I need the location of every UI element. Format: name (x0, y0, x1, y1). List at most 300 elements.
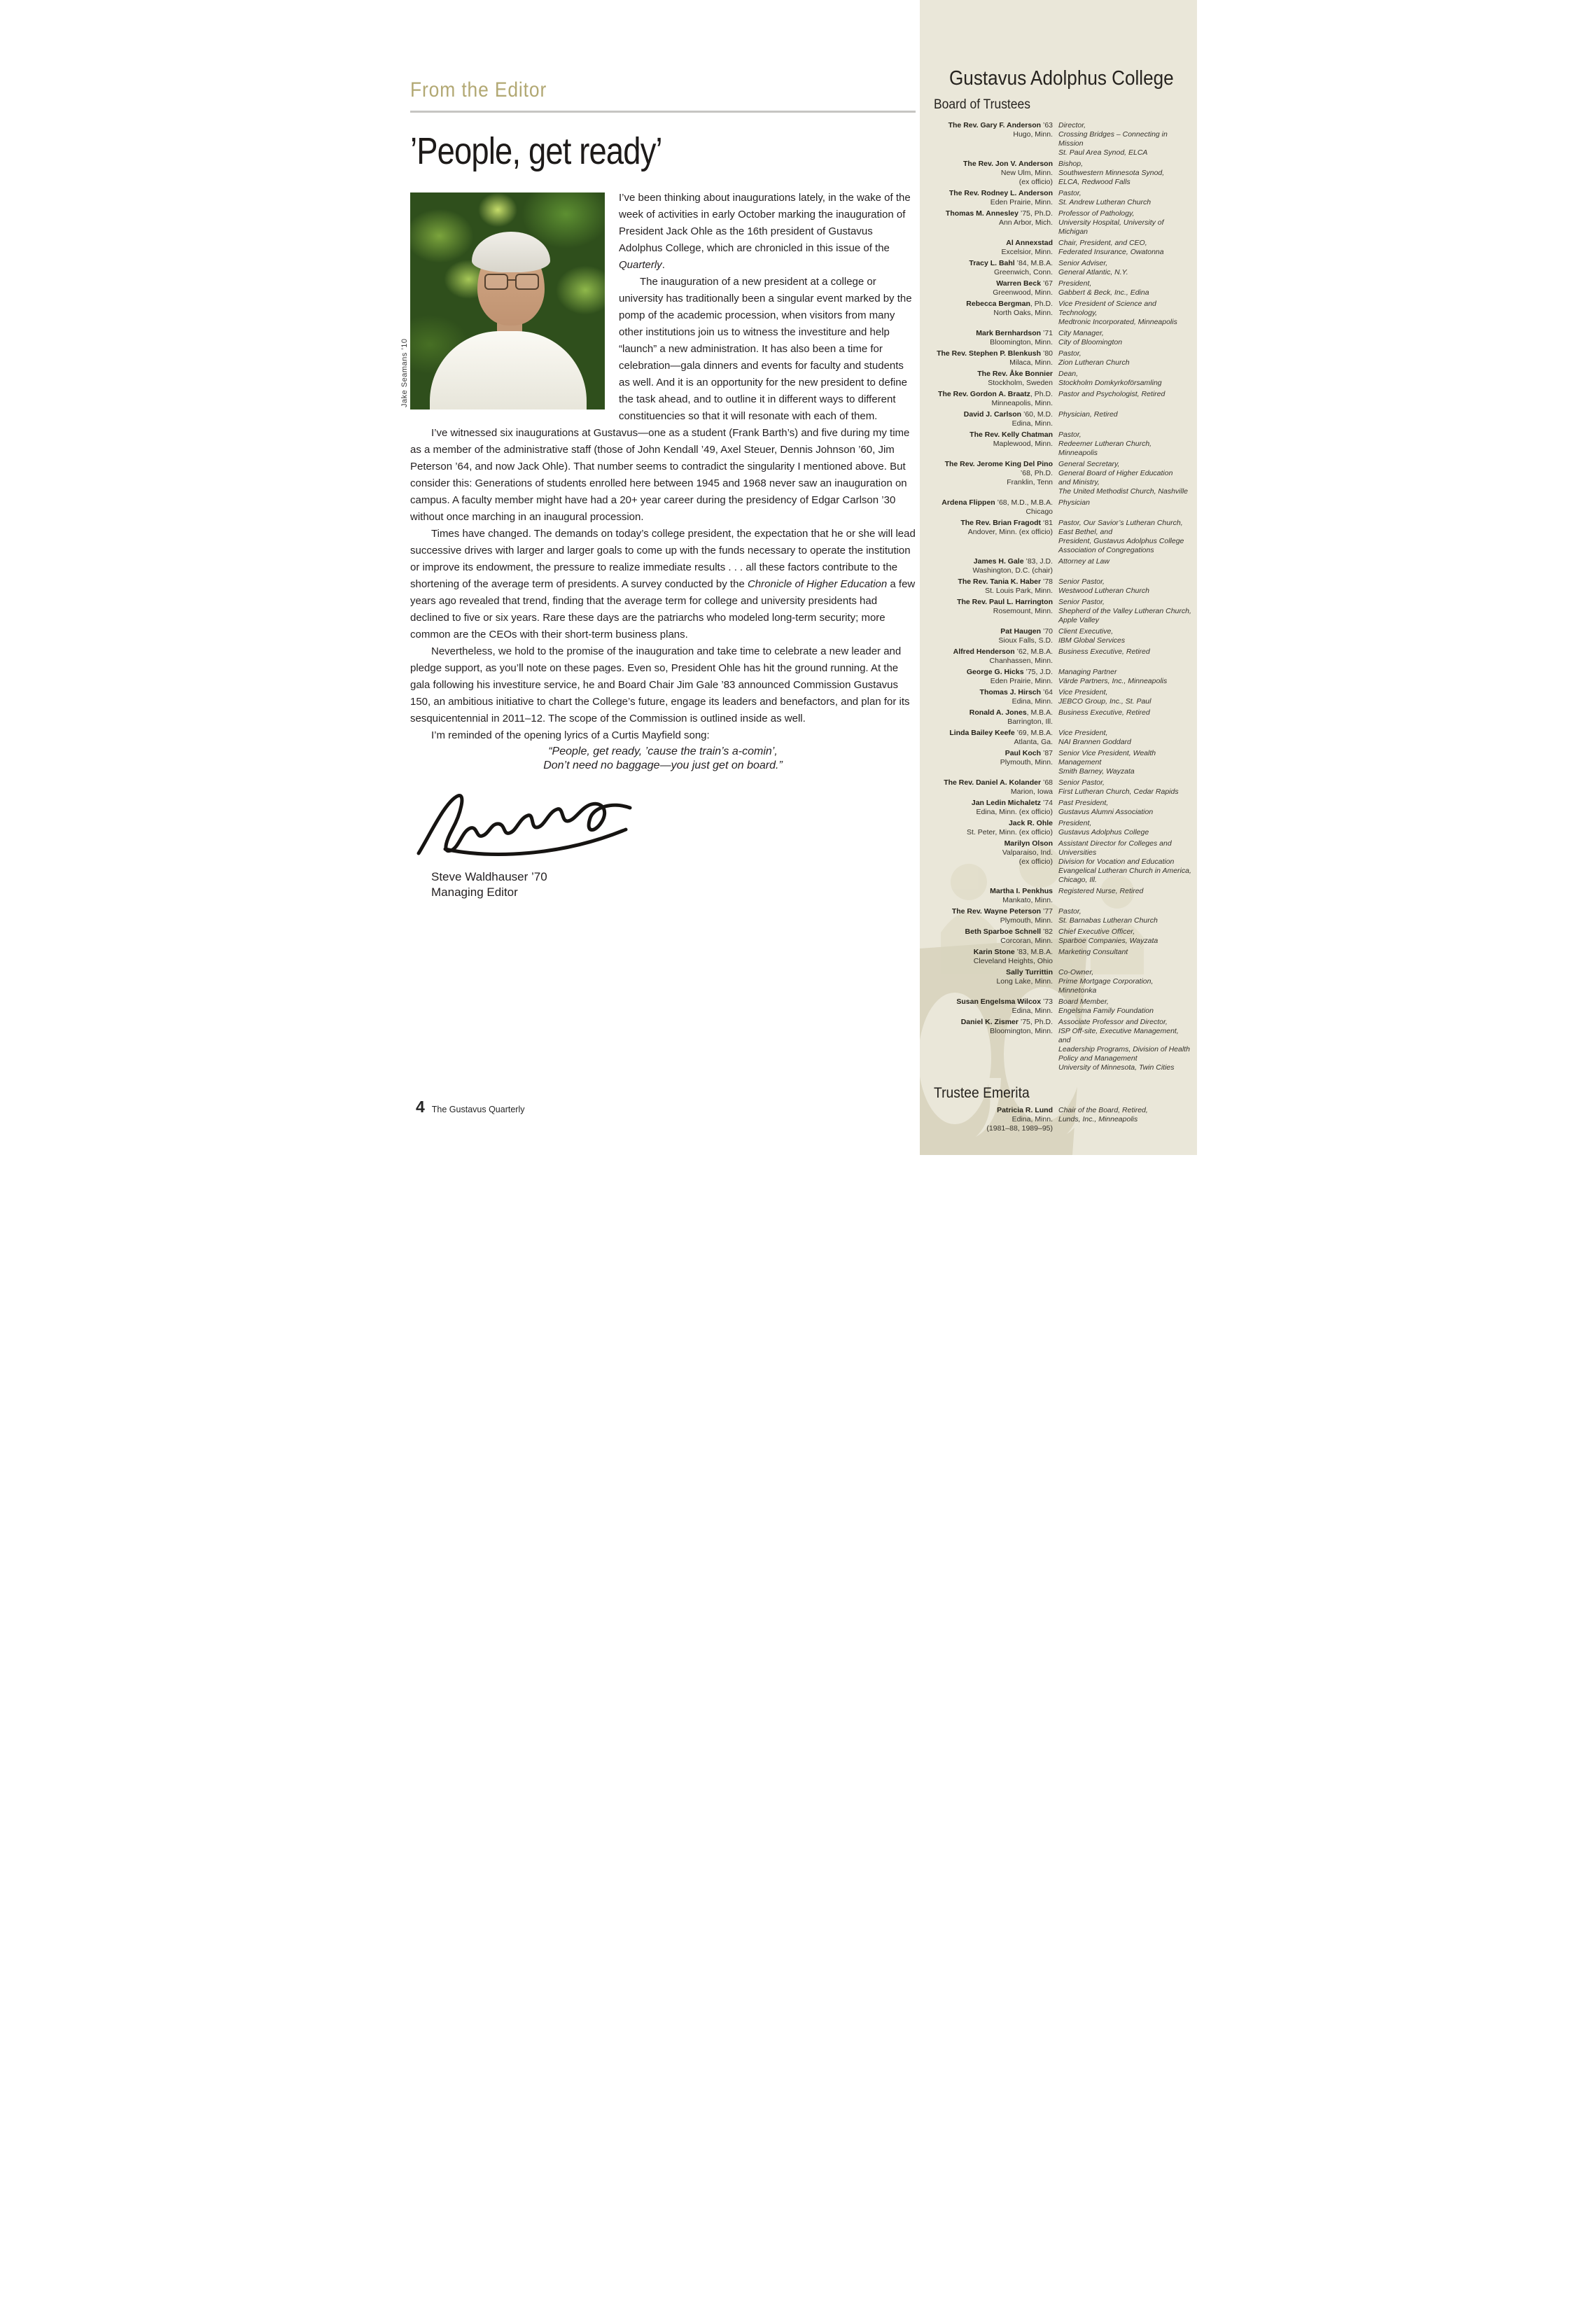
trustee-title-line: Evangelical Lutheran Church in America, (1058, 867, 1191, 875)
trustee-title-line: Division for Vocation and Education (1058, 858, 1175, 866)
trustee-location: Ann Arbor, Mich. (998, 218, 1053, 227)
trustee-title-line: General Atlantic, N.Y. (1058, 268, 1128, 276)
trustee-row (934, 189, 1193, 207)
trustee-title-line: ISP Off-site, Executive Management, and (1058, 1027, 1179, 1044)
editor-photo (410, 192, 605, 410)
trustee-name-location (934, 349, 1053, 368)
trustee-location: (ex officio) (1018, 178, 1053, 186)
trustee-name-bold: The Rev. Kelly Chatman (969, 430, 1053, 439)
trustee-title-line: St. Paul Area Synod, ELCA (1058, 148, 1148, 157)
trustee-name-suffix: ’75, J.D. (1023, 668, 1053, 676)
trustee-name (934, 598, 1053, 607)
trustee-name-location (934, 390, 1053, 408)
trustee-name-bold: The Rev. Åke Bonnier (977, 370, 1053, 378)
body-paragraph (410, 727, 916, 744)
trustee-title (1058, 887, 1193, 905)
trustee-title-line: Pastor, (1058, 349, 1082, 358)
trustee-title-line: Client Executive, (1058, 627, 1114, 636)
trustee-name-suffix: ‘81 (1041, 519, 1053, 527)
trustee-title-line: Gabbert & Beck, Inc., Edina (1058, 288, 1149, 297)
trustee-title-line: General Board of Higher Education (1058, 469, 1173, 477)
trustee-name (934, 498, 1053, 507)
trustee-name-location (934, 968, 1053, 995)
title-rule (410, 111, 916, 113)
trustee-name-suffix: , Ph.D. (1030, 390, 1053, 398)
trustee-title (1058, 907, 1193, 925)
trustee-name-location (934, 1018, 1053, 1072)
trustee-location: Milaca, Minn. (1009, 358, 1053, 367)
trustee-name (934, 968, 1053, 977)
text: The inauguration of a new president at a college or university has traditionally been a singular event marked by the pomp of the academic procession, when visitors from many other institutions join us to witness the investiture and help “launch” a new administration. It has also been a time for celebration—gala dinners and events for faculty and students as well. And it is an opportunity for the new president to define the task ahead, and to outline it in different ways to different constituencies so that it will resonate with each of them. (619, 276, 912, 422)
text: a few years ago revealed that trend, finding that the average term for college and university presidents had declined to five or six years. Rare these days are the patriarchs who modeled long-term security; more common are the CEOs with their short-term business plans. (410, 578, 916, 640)
trustee-name (934, 708, 1053, 718)
trustee-title-line: Gustavus Alumni Association (1058, 808, 1154, 816)
trustee-row (934, 578, 1193, 596)
trustee-name-suffix: ’68, Ph.D. (1020, 469, 1053, 477)
trustee-row (934, 430, 1193, 458)
trustee-row (934, 927, 1193, 946)
trustee-row (934, 239, 1193, 257)
trustee-title-line: Lunds, Inc., Minneapolis (1058, 1115, 1138, 1124)
trustee-title (1058, 498, 1193, 517)
trustee-name-bold: Linda Bailey Keefe (949, 729, 1015, 737)
trustee-name-bold: Paul Koch (1004, 749, 1042, 757)
trustee-name-location (934, 370, 1053, 388)
trustee-name-suffix: , Ph.D. (1030, 300, 1053, 308)
trustee-row (934, 329, 1193, 347)
trustee-row (934, 349, 1193, 368)
trustee-title-line: Senior Pastor, (1058, 578, 1105, 586)
trustee-title-line: Vice President, (1058, 729, 1108, 737)
trustee-name-location (934, 239, 1053, 257)
lyrics-line-2: Don’t need no baggage—you just get on board.” (543, 760, 783, 771)
trustee-title-line: Medtronic Incorporated, Minneapolis (1058, 318, 1177, 326)
trustee-location: Andover, Minn. (ex officio) (967, 528, 1053, 536)
trustee-name-location (934, 819, 1053, 837)
trustee-location: Barrington, Ill. (1007, 718, 1053, 726)
trustee-name-suffix: ’80 (1041, 349, 1053, 358)
trustee-title-line: JEBCO Group, Inc., St. Paul (1058, 697, 1152, 706)
trustee-name (934, 668, 1053, 677)
emerita-list (934, 1106, 1193, 1133)
trustee-name (934, 749, 1053, 758)
trustee-name-bold: Daniel K. Zismer (960, 1018, 1018, 1026)
trustee-title-line: Redeemer Lutheran Church, Minneapolis (1058, 440, 1152, 457)
trustee-location: Bloomington, Minn. (990, 338, 1053, 346)
trustee-title-line: Pastor, (1058, 907, 1082, 916)
trustee-name-suffix: ’68 (1041, 778, 1053, 787)
trustee-title-line: Westwood Lutheran Church (1058, 587, 1149, 595)
trustee-title-line: City Manager, (1058, 329, 1104, 337)
trustee-title-line: Senior Pastor, (1058, 598, 1105, 606)
trustee-name (934, 839, 1053, 848)
trustee-name-location (934, 189, 1053, 207)
trustee-name-location (934, 627, 1053, 645)
trustee-title-line: Board Member, (1058, 997, 1109, 1006)
trustee-title (1058, 627, 1193, 645)
trustee-title (1058, 259, 1193, 277)
trustee-row (934, 370, 1193, 388)
trustee-location: Chanhassen, Minn. (989, 657, 1053, 665)
trustee-location: Greenwich, Conn. (993, 268, 1053, 276)
signature-block (410, 789, 916, 899)
trustee-title (1058, 460, 1193, 496)
trustee-title-line: Marketing Consultant (1058, 948, 1128, 956)
trustee-name-location (934, 729, 1053, 747)
trustee-title-line: President, (1058, 819, 1092, 827)
trustee-name-bold: The Rev. Wayne Peterson (951, 907, 1042, 916)
trustee-title (1058, 927, 1193, 946)
trustee-name (934, 349, 1053, 358)
trustee-name (934, 209, 1053, 218)
trustee-title (1058, 1106, 1193, 1133)
trustee-name-bold: George G. Hicks (966, 668, 1024, 676)
trustee-name (934, 460, 1053, 478)
trustee-name-location (934, 907, 1053, 925)
trustee-name (934, 688, 1053, 697)
trustee-name (934, 627, 1053, 636)
trustee-name-bold: Karin Stone (973, 948, 1015, 956)
trustee-name (934, 997, 1053, 1007)
trustee-name-suffix: ’82 (1041, 927, 1053, 936)
trustee-title-line: East Bethel, and (1058, 528, 1113, 536)
trustee-row (934, 819, 1193, 837)
trustee-row (934, 907, 1193, 925)
trustee-location: Plymouth, Minn. (1000, 916, 1053, 925)
trustee-name-suffix: ’67 (1041, 279, 1053, 288)
trustee-name (934, 300, 1053, 309)
trustee-location: Edina, Minn. (1011, 697, 1053, 706)
trustee-title (1058, 819, 1193, 837)
photo-person-hair (472, 232, 550, 272)
trustee-title (1058, 997, 1193, 1016)
trustee-title (1058, 648, 1193, 666)
trustee-title-line: Apple Valley (1058, 616, 1099, 624)
trustee-name-suffix: , M.B.A. (1026, 708, 1053, 717)
trustee-name-bold: Thomas M. Annesley (945, 209, 1018, 218)
trustee-name-suffix: ’62, M.B.A. (1014, 648, 1053, 656)
trustee-title (1058, 1018, 1193, 1072)
trustee-row (934, 300, 1193, 327)
trustee-name-suffix: ’70 (1041, 627, 1053, 636)
text: I’ve witnessed six inaugurations at Gustavus—one as a student (Frank Barth’s) and five during my time as a member of the administrative staff (those of John Kendall ’49, Axel Steuer, Dennis Johnson ’60, Jim Peterson ’64, and now Jack Ohle). That number seems to contradict the singularity I mentioned above. But consider this: Generations of students enrolled here between 1945 and 1968 never saw an inauguration on campus. A faculty member might have had a 20+ year career during the presidency of Edgar Carlson ’30 without once marching in an inaugural procession. (410, 427, 910, 523)
trustee-title-line: Co-Owner, (1058, 968, 1094, 976)
trustee-name-location (934, 430, 1053, 458)
trustee-title-line: First Lutheran Church, Cedar Rapids (1058, 788, 1179, 796)
trustee-row (934, 519, 1193, 555)
trustee-name-bold: Warren Beck (996, 279, 1042, 288)
trustee-name-bold: The Rev. Jon V. Anderson (963, 160, 1053, 168)
trustee-name (934, 390, 1053, 399)
trustee-name-bold: Jack R. Ohle (1008, 819, 1053, 827)
trustee-title-line: President, (1058, 279, 1092, 288)
trustee-name-suffix: ’73 (1041, 997, 1053, 1006)
trustee-name (934, 121, 1053, 130)
trustee-name-location (934, 259, 1053, 277)
glasses-icon (484, 274, 539, 289)
trustee-title-line: Physician, Retired (1058, 410, 1118, 419)
text: . (662, 259, 665, 271)
trustee-location: Sioux Falls, S.D. (998, 636, 1053, 645)
trustee-name-bold: Ronald A. Jones (969, 708, 1027, 717)
trustee-title-line: Pastor, (1058, 189, 1082, 197)
trustee-name-bold: Sally Turrittin (1006, 968, 1053, 976)
trustee-location: Corcoran, Minn. (1000, 937, 1053, 945)
trustee-name-bold: Martha I. Penkhus (990, 887, 1053, 895)
trustee-name-location (934, 997, 1053, 1016)
trustee-location: Atlanta, Ga. (1014, 738, 1053, 746)
text: I’m reminded of the opening lyrics of a Curtis Mayfield song: (431, 729, 710, 741)
trustee-title-line: Senior Adviser, (1058, 259, 1108, 267)
trustee-title-line: Gustavus Adolphus College (1058, 828, 1149, 836)
italic-text: Quarterly (619, 259, 662, 271)
trustee-name (934, 430, 1053, 440)
trustee-name-location (934, 578, 1053, 596)
trustee-title (1058, 688, 1193, 706)
trustee-name-location (934, 948, 1053, 966)
trustee-name-bold: Mark Bernhardson (976, 329, 1042, 337)
trustee-title-line: Professor of Pathology, (1058, 209, 1135, 218)
trustee-name-location (934, 839, 1053, 885)
trustee-name-suffix: ’83, J.D. (1023, 557, 1053, 566)
trustee-title-line: Pastor, Our Savior’s Lutheran Church, (1058, 519, 1183, 527)
trustee-title-line: Dean, (1058, 370, 1079, 378)
trustee-title-line: Southwestern Minnesota Synod, (1058, 169, 1165, 177)
trustee-title (1058, 598, 1193, 625)
trustee-name-suffix: ’77 (1041, 907, 1053, 916)
trustee-name-location (934, 778, 1053, 797)
trustee-title-line: Prime Mortgage Corporation, Minnetonka (1058, 977, 1154, 995)
trustee-name (934, 519, 1053, 528)
trustee-title-line: The United Methodist Church, Nashville (1058, 487, 1189, 496)
trustee-title-line: Smith Barney, Wayzata (1058, 767, 1135, 776)
trustee-row (934, 390, 1193, 408)
trustee-name-bold: The Rev. Brian Fragodt (960, 519, 1042, 527)
trustee-name (934, 907, 1053, 916)
trustee-title (1058, 968, 1193, 995)
trustee-title-line: Värde Partners, Inc., Minneapolis (1058, 677, 1168, 685)
trustee-name-suffix: ’74 (1041, 799, 1053, 807)
trustee-name-location (934, 799, 1053, 817)
trustee-title-line: Registered Nurse, Retired (1058, 887, 1144, 895)
trustee-location: New Ulm, Minn. (1000, 169, 1053, 177)
trustee-name (934, 1018, 1053, 1027)
trustee-row (934, 799, 1193, 817)
trustee-row (934, 498, 1193, 517)
trustee-title (1058, 300, 1193, 327)
trustee-title-line: Chair, President, and CEO, (1058, 239, 1147, 247)
body-paragraph (410, 526, 916, 643)
trustee-name (934, 189, 1053, 198)
trustee-name-bold: The Rev. Gary F. Anderson (948, 121, 1042, 130)
trustee-title (1058, 557, 1193, 575)
trustee-row (934, 688, 1193, 706)
trustees-sidebar (920, 0, 1197, 1155)
trustee-title (1058, 390, 1193, 408)
trustee-name-bold: James H. Gale (973, 557, 1024, 566)
sidebar-content (920, 0, 1197, 1155)
trustee-emerita-heading: Trustee Emerita (934, 1085, 1030, 1101)
trustee-name-bold: David J. Carlson (963, 410, 1022, 419)
trustee-location: Edina, Minn. (1011, 419, 1053, 428)
trustee-name-bold: The Rev. Tania K. Haber (958, 578, 1042, 586)
trustee-name-location (934, 460, 1053, 496)
trustee-name-location (934, 557, 1053, 575)
trustee-location: Valparaiso, Ind. (1002, 848, 1053, 857)
trustee-name-suffix: ’75, Ph.D. (1018, 1018, 1053, 1026)
trustee-row (934, 1018, 1193, 1072)
trustee-location: Chicago (1026, 507, 1053, 516)
trustee-row (934, 887, 1193, 905)
trustee-name-location (934, 1106, 1053, 1133)
trustee-title (1058, 729, 1193, 747)
trustee-title-line: Director, (1058, 121, 1086, 130)
trustee-row (934, 968, 1193, 995)
trustee-name-bold: The Rev. Daniel A. Kolander (944, 778, 1042, 787)
trustee-title-line: ELCA, Redwood Falls (1058, 178, 1130, 186)
trustee-row (934, 839, 1193, 885)
trustee-name-location (934, 410, 1053, 428)
trustee-title-line: Business Executive, Retired (1058, 708, 1150, 717)
trustee-location: (ex officio) (1018, 858, 1053, 866)
trustee-row (934, 598, 1193, 625)
trustee-title (1058, 329, 1193, 347)
trustee-location: St. Louis Park, Minn. (985, 587, 1053, 595)
headline: ’People, get ready’ (410, 130, 662, 172)
trustee-name-bold: Thomas J. Hirsch (979, 688, 1042, 696)
page-footer (416, 1098, 525, 1116)
trustee-title-line: Past President, (1058, 799, 1109, 807)
body-paragraph (410, 425, 916, 526)
trustee-location: Stockholm, Sweden (988, 379, 1053, 387)
trustee-location: Long Lake, Minn. (996, 977, 1053, 986)
trustee-location: Bloomington, Minn. (990, 1027, 1053, 1035)
trustee-name (934, 279, 1053, 288)
section-label: From the Editor (410, 78, 547, 102)
trustee-row (934, 279, 1193, 298)
trustee-title (1058, 668, 1193, 686)
trustee-title (1058, 430, 1193, 458)
trustee-location: Excelsior, Minn. (1001, 248, 1053, 256)
trustee-name-location (934, 598, 1053, 625)
trustee-row (934, 1106, 1193, 1133)
trustee-title-line: IBM Global Services (1058, 636, 1126, 645)
trustee-title (1058, 519, 1193, 555)
trustee-name-suffix: ’87 (1041, 749, 1053, 757)
trustee-name-bold: Al Annexstad (1006, 239, 1053, 247)
trustee-name-bold: Susan Engelsma Wilcox (956, 997, 1042, 1006)
trustee-name-location (934, 648, 1053, 666)
trustee-title (1058, 799, 1193, 817)
trustee-location: Marion, Iowa (1010, 788, 1053, 796)
trustee-row (934, 668, 1193, 686)
trustee-location: Eden Prairie, Minn. (990, 198, 1053, 206)
trustee-name-suffix: ’71 (1041, 329, 1053, 337)
glasses-right-lens (515, 274, 539, 290)
trustee-name (934, 1106, 1053, 1115)
photo-person-shirt (430, 331, 587, 410)
trustee-location: St. Peter, Minn. (ex officio) (967, 828, 1053, 836)
text: Times have changed. The demands on today’s college president, the expectation that he or she will lead successive drives with larger and larger goals to come up with the funds necessary to operate the institution or improve its endowment, the pressure to realize immediate results . . . all these factors contribute to the shortening of the average term of presidents. A survey conducted by the (410, 528, 916, 590)
college-title: Gustavus Adolphus College (949, 67, 1174, 90)
trustee-name-bold: Jan Ledin Michaletz (971, 799, 1042, 807)
trustee-title (1058, 160, 1193, 187)
trustee-title-line: Bishop, (1058, 160, 1084, 168)
trustee-location: Cleveland Heights, Ohio (973, 957, 1053, 965)
trustee-title-line: Leadership Programs, Division of Health (1058, 1045, 1190, 1054)
trustee-row (934, 121, 1193, 158)
trustee-name-location (934, 279, 1053, 298)
body-paragraph (410, 643, 916, 727)
trustee-title (1058, 708, 1193, 727)
trustee-title-line: Physician (1058, 498, 1090, 507)
trustee-title-line: Chicago, Ill. (1058, 876, 1097, 884)
trustee-name-bold: The Rev. Rodney L. Anderson (948, 189, 1053, 197)
trustee-title-line: University of Minnesota, Twin Cities (1058, 1063, 1175, 1072)
trustee-name-suffix: ’60, M.D. (1021, 410, 1053, 419)
trustee-title-line: Engelsma Family Foundation (1058, 1007, 1154, 1015)
footer-publication-title: The Gustavus Quarterly (431, 1105, 525, 1114)
page-number: 4 (416, 1098, 425, 1116)
trustee-title-line: Senior Vice President, Wealth Management (1058, 749, 1156, 766)
trustee-title-line: Business Executive, Retired (1058, 648, 1150, 656)
trustee-title-line: Chair of the Board, Retired, (1058, 1106, 1148, 1114)
trustee-name-suffix: ’68, M.D., M.B.A. (995, 498, 1053, 507)
trustee-location: (1981–88, 1989–95) (986, 1124, 1053, 1133)
trustee-name-location (934, 329, 1053, 347)
trustee-row (934, 160, 1193, 187)
trustee-title-line: Policy and Management (1058, 1054, 1138, 1063)
trustee-title-line: Chief Executive Officer, (1058, 927, 1135, 936)
trustee-row (934, 997, 1193, 1016)
trustee-title-line: St. Andrew Lutheran Church (1058, 198, 1152, 206)
trustee-title (1058, 370, 1193, 388)
lyrics-line-1: “People, get ready, ’cause the train’s a-comin’, (548, 746, 778, 757)
trustee-title-line: Pastor, (1058, 430, 1082, 439)
trustee-title (1058, 121, 1193, 158)
text: Nevertheless, we hold to the promise of the inauguration and take time to celebrate a new leader and pledge support, as you’ll note on these pages. Even so, President Ohle has hit the ground running. At the gala following his investiture service, he and Board Chair Jim Gale ’83 announced Commission Gustavus 150, an ambitious initiative to chart the College’s future, engage its leaders and benefactors, and plan for its sesquicentennial in 2011–12. The scope of the Commission is outlined inside as well. (410, 645, 910, 724)
trustee-row (934, 948, 1193, 966)
trustee-row (934, 648, 1193, 666)
trustee-name-location (934, 688, 1053, 706)
photo-credit: Jake Seamans ’10 (400, 338, 409, 407)
trustee-name (934, 799, 1053, 808)
trustee-name-suffix: ’63 (1041, 121, 1053, 130)
trustee-title-line: General Secretary, (1058, 460, 1120, 468)
trustee-name-location (934, 498, 1053, 517)
trustee-title-line: Managing Partner (1058, 668, 1117, 676)
trustee-title (1058, 410, 1193, 428)
board-of-trustees-heading: Board of Trustees (934, 97, 1030, 112)
trustee-row (934, 259, 1193, 277)
trustee-row (934, 749, 1193, 776)
signature-name: Steve Waldhauser ’70 (431, 870, 547, 883)
trustee-name-suffix: ’69, M.B.A. (1014, 729, 1053, 737)
trustee-title-line: Pastor and Psychologist, Retired (1058, 390, 1166, 398)
trustee-name-bold: Beth Sparboe Schnell (965, 927, 1042, 936)
trustee-name-suffix: ’75, Ph.D. (1018, 209, 1053, 218)
magazine-page (399, 0, 1197, 1155)
trustee-name (934, 729, 1053, 738)
trustee-title-line: and Ministry, (1058, 478, 1100, 486)
trustee-title-line: NAI Brannen Goddard (1058, 738, 1131, 746)
trustee-name-location (934, 708, 1053, 727)
body-paragraphs (410, 190, 916, 744)
editorial-column (410, 0, 916, 899)
trustee-title-line: Attorney at Law (1058, 557, 1110, 566)
text: I’ve been thinking about inaugurations lately, in the wake of the week of activities in early October marking the inauguration of President Jack Ohle as the 16th president of Gustavus Adolphus College, which are chronicled in this issue of the (619, 192, 911, 254)
trustee-title-line: Stockholm Domkyrkoförsamling (1058, 379, 1162, 387)
